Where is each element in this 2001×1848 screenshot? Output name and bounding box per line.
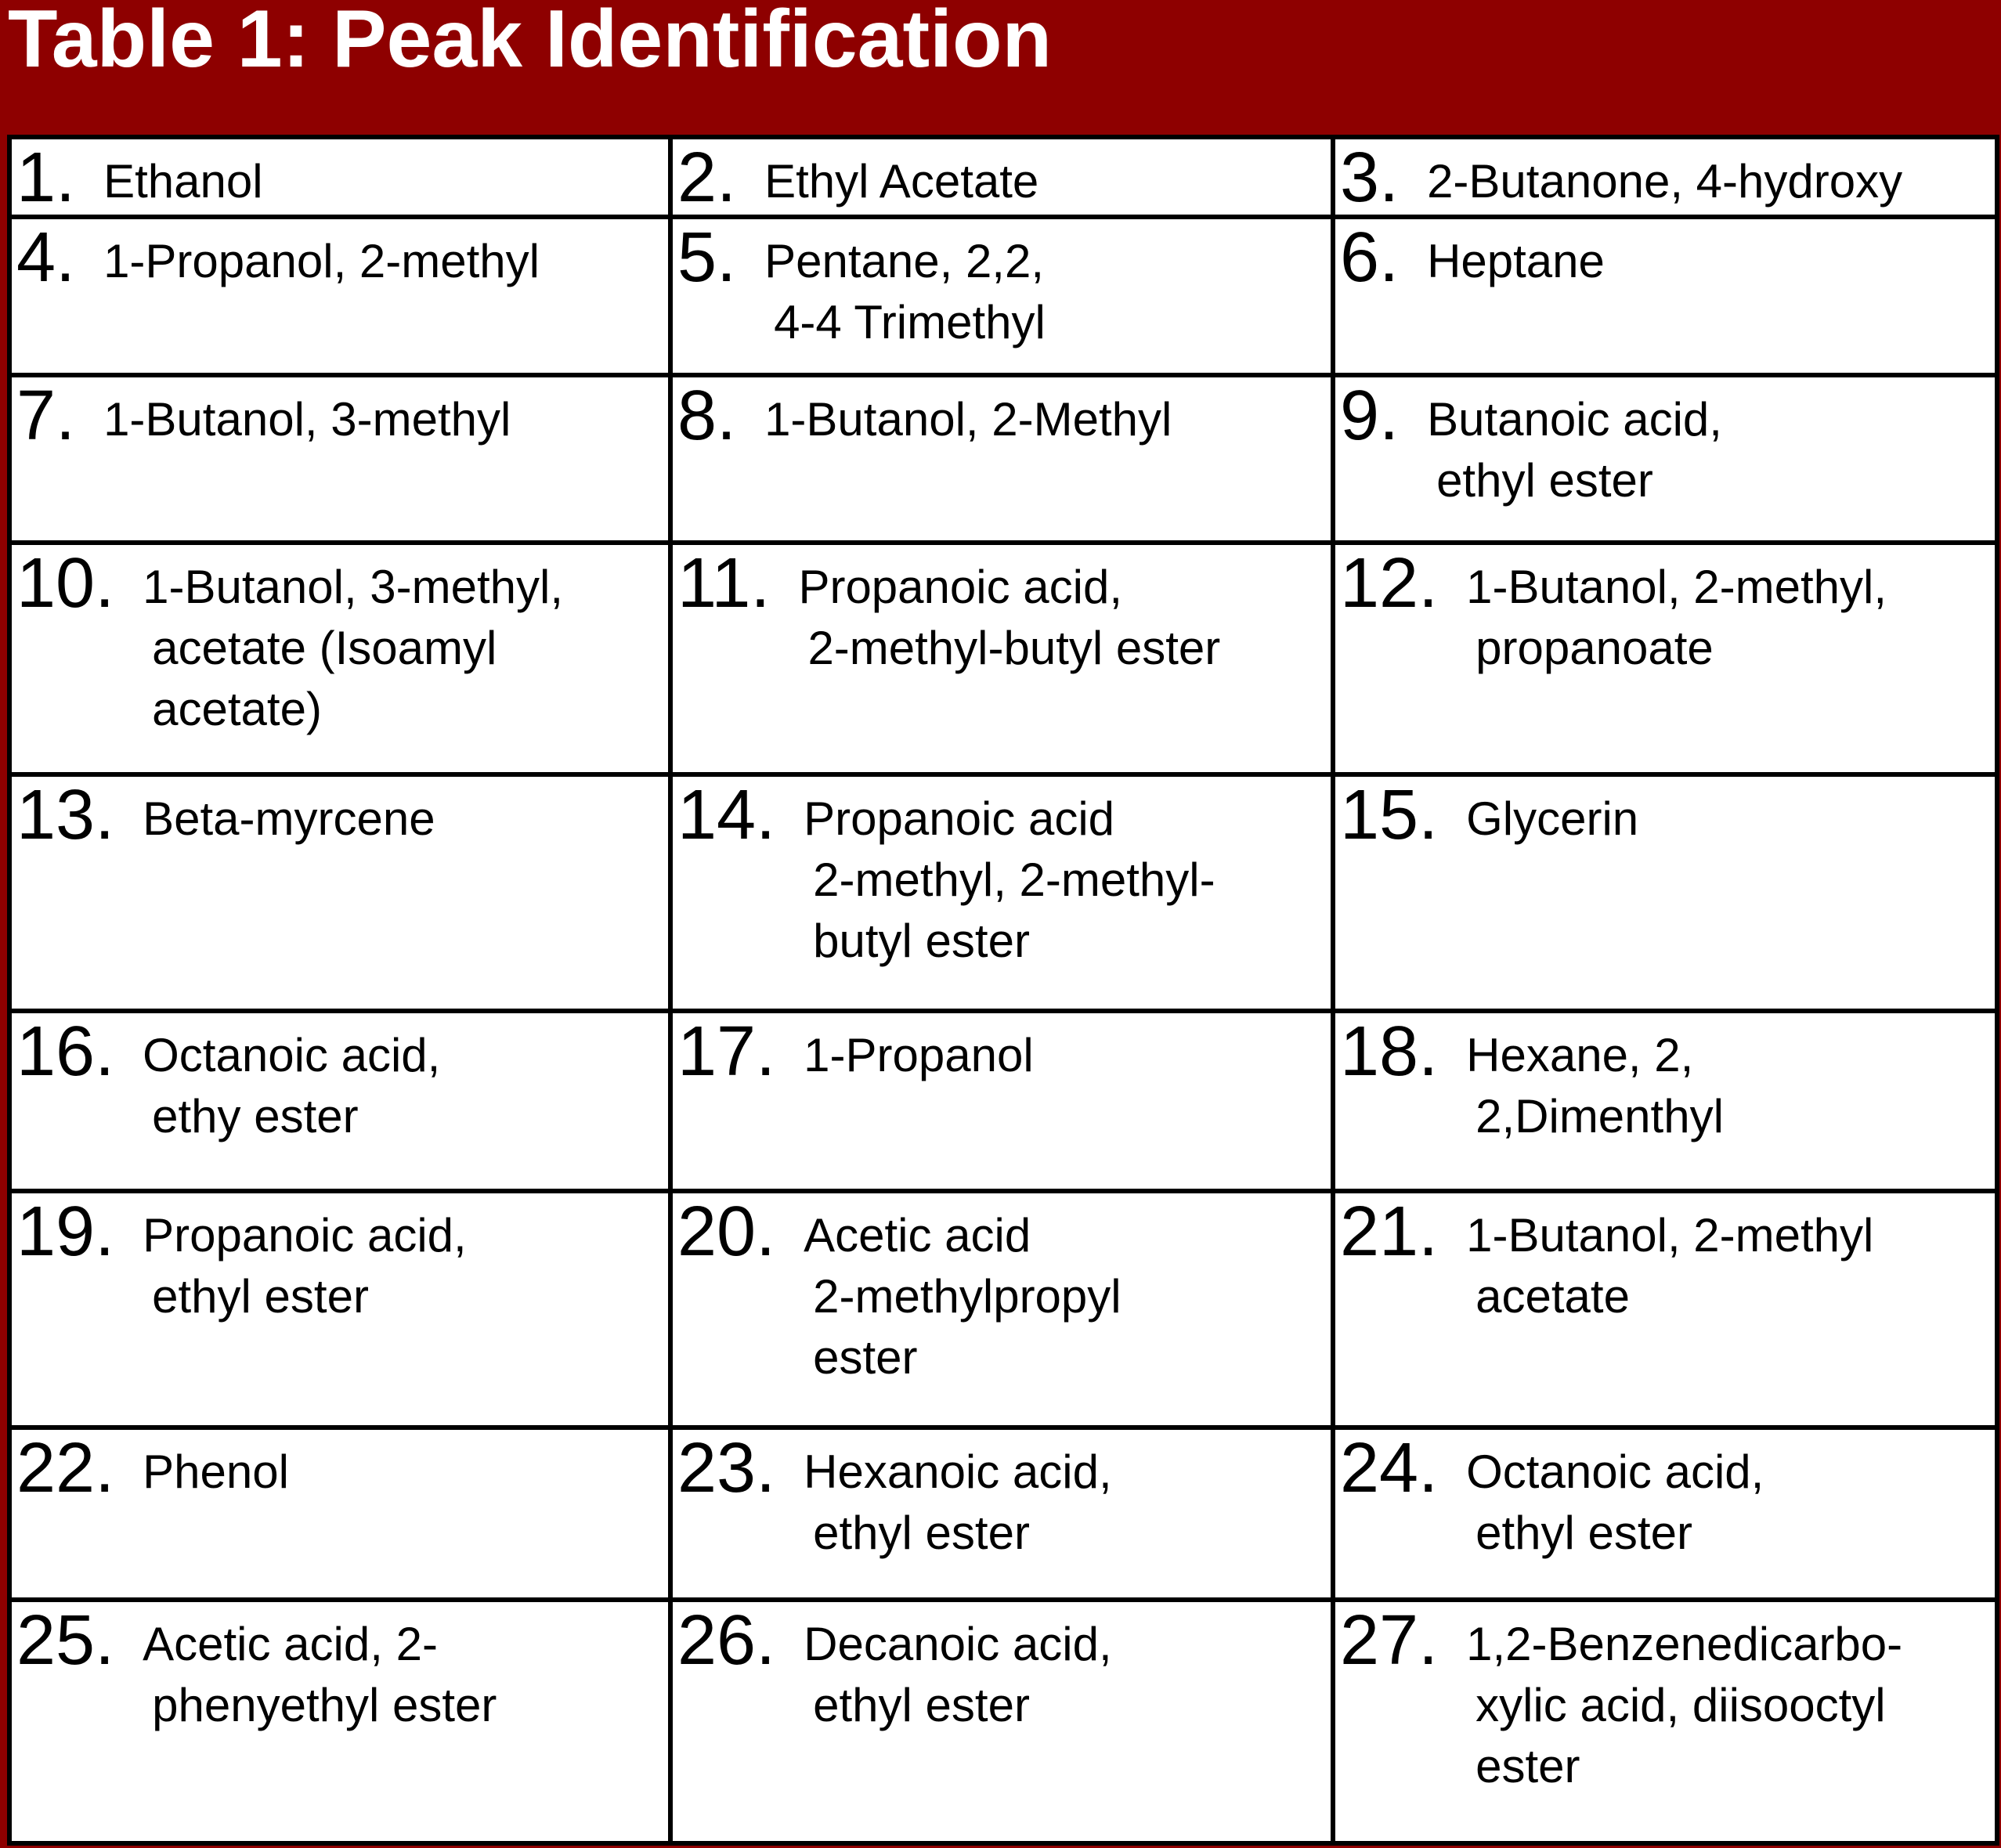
peak-number: 14. xyxy=(677,776,776,854)
compound-name-line: propanoate xyxy=(1475,622,1714,674)
compound-name xyxy=(75,377,511,446)
peak-entry xyxy=(673,1602,1331,1729)
table-row xyxy=(9,375,1997,543)
compound-name xyxy=(775,1602,1112,1729)
peak-entry xyxy=(1335,1602,1995,1790)
peak-entry xyxy=(12,1013,668,1140)
compound-name xyxy=(114,777,435,843)
peak-number: 8. xyxy=(677,377,737,455)
peak-entry xyxy=(1335,1013,1995,1140)
table-row xyxy=(9,217,1997,375)
peak-entry xyxy=(673,545,1331,672)
peak-number: 1. xyxy=(16,139,76,217)
peak-number: 21. xyxy=(1340,1193,1439,1271)
compound-name-line: xylic acid, diisooctyl xyxy=(1475,1679,1886,1731)
table-cell xyxy=(1333,1011,1997,1191)
compound-name xyxy=(75,139,263,208)
peak-entry xyxy=(12,377,668,455)
table-row xyxy=(9,1600,1997,1843)
compound-name xyxy=(1438,1193,1874,1323)
compound-name xyxy=(114,1430,289,1496)
peak-entry xyxy=(12,545,668,733)
compound-name-line: 1,2-Benzenedicarbo- xyxy=(1466,1618,1903,1670)
compound-name-line: 4-4 Trimethyl xyxy=(774,296,1046,348)
table-cell xyxy=(1333,1191,1997,1428)
peak-number: 11. xyxy=(677,544,771,623)
compound-name-line: Octanoic acid, xyxy=(1466,1446,1764,1498)
compound-name-line: 2-methyl-butyl ester xyxy=(807,622,1221,674)
peak-number: 26. xyxy=(677,1601,776,1680)
compound-name-line: 2-methyl, 2-methyl- xyxy=(813,854,1215,906)
peak-entry xyxy=(1335,776,1995,854)
compound-name-line: Heptane xyxy=(1427,235,1605,287)
compound-name xyxy=(775,777,1215,965)
table-row xyxy=(9,1191,1997,1428)
peak-number: 18. xyxy=(1340,1012,1439,1091)
compound-name xyxy=(1438,777,1638,843)
peak-number: 10. xyxy=(16,544,115,623)
table-cell xyxy=(9,1011,670,1191)
peak-number: 13. xyxy=(16,776,115,854)
table-cell xyxy=(9,217,670,375)
compound-name-line: acetate xyxy=(1475,1270,1630,1323)
compound-name xyxy=(775,1013,1034,1079)
peak-number: 3. xyxy=(1340,139,1400,217)
peak-number: 16. xyxy=(16,1012,115,1091)
peak-number: 6. xyxy=(1340,218,1400,297)
peak-entry xyxy=(673,219,1331,346)
compound-name-line: ethy ester xyxy=(152,1090,359,1142)
table-cell xyxy=(1333,1600,1997,1843)
table-cell xyxy=(670,543,1333,774)
peak-entry xyxy=(1335,139,1995,217)
compound-name-line: Propanoic acid xyxy=(804,792,1115,845)
compound-name-line: 1-Butanol, 2-methyl xyxy=(1466,1209,1874,1261)
table-row xyxy=(9,543,1997,774)
table-cell xyxy=(1333,375,1997,543)
peak-number: 12. xyxy=(1340,544,1439,623)
table-cell xyxy=(670,774,1333,1011)
compound-name xyxy=(1438,1602,1902,1790)
table-title: Table 1: Peak Identification xyxy=(8,0,1053,85)
peak-entry xyxy=(673,377,1331,455)
compound-name xyxy=(114,1602,497,1729)
table-cell xyxy=(9,1191,670,1428)
table-cell xyxy=(9,1600,670,1843)
compound-name-line: 1-Butanol, 3-methyl xyxy=(103,393,511,446)
compound-name-line: Acetic acid, 2- xyxy=(143,1618,438,1670)
table-row xyxy=(9,1428,1997,1600)
compound-name-line: ethyl ester xyxy=(813,1679,1030,1731)
peak-entry xyxy=(1335,1193,1995,1323)
compound-name-line: 1-Butanol, 2-methyl, xyxy=(1466,561,1887,613)
peak-entry xyxy=(1335,1430,1995,1557)
compound-name xyxy=(1399,139,1903,208)
compound-name-line: 1-Butanol, 3-methyl, xyxy=(143,561,564,613)
compound-name-line: Ethyl Acetate xyxy=(764,155,1039,208)
compound-name xyxy=(75,219,540,285)
compound-name-line: 1-Butanol, 2-Methyl xyxy=(764,393,1172,446)
table-cell xyxy=(1333,217,1997,375)
table-row xyxy=(9,1011,1997,1191)
compound-name-line: acetate (Isoamyl xyxy=(152,622,497,674)
peak-number: 7. xyxy=(16,377,76,455)
table-cell xyxy=(1333,137,1997,217)
peak-identification-table xyxy=(7,135,1999,1846)
compound-name-line: Glycerin xyxy=(1466,792,1639,845)
compound-name-line: Butanoic acid, xyxy=(1427,393,1722,446)
compound-name xyxy=(1438,1013,1724,1140)
table-cell xyxy=(670,1191,1333,1428)
peak-entry xyxy=(12,776,668,854)
peak-number: 23. xyxy=(677,1429,776,1507)
table-cell xyxy=(9,774,670,1011)
compound-name-line: acetate) xyxy=(152,683,322,735)
peak-entry xyxy=(673,1430,1331,1557)
peak-number: 5. xyxy=(677,218,737,297)
compound-name-line: Decanoic acid, xyxy=(804,1618,1112,1670)
peak-number: 9. xyxy=(1340,377,1400,455)
table-row xyxy=(9,774,1997,1011)
compound-name-line: ethyl ester xyxy=(1436,454,1653,507)
compound-name-line: Beta-myrcene xyxy=(143,792,435,845)
peak-entry xyxy=(12,139,668,217)
compound-name-line: ethyl ester xyxy=(813,1507,1030,1559)
table-cell xyxy=(1333,543,1997,774)
compound-name xyxy=(736,219,1046,346)
compound-name-line: 1-Propanol xyxy=(804,1029,1034,1081)
compound-name xyxy=(775,1430,1112,1557)
table-cell xyxy=(670,1011,1333,1191)
compound-name-line: ester xyxy=(813,1331,918,1384)
compound-name-line: Hexanoic acid, xyxy=(804,1446,1112,1498)
compound-name-line: 2,Dimenthyl xyxy=(1475,1090,1724,1142)
table-cell xyxy=(670,1600,1333,1843)
table-cell xyxy=(9,137,670,217)
peak-number: 20. xyxy=(677,1193,776,1271)
compound-name-line: 2-methylpropyl xyxy=(813,1270,1121,1323)
peak-number: 25. xyxy=(16,1601,115,1680)
table-cell xyxy=(1333,774,1997,1011)
compound-name-line: ethyl ester xyxy=(152,1270,369,1323)
compound-name xyxy=(1438,545,1887,672)
compound-name xyxy=(770,545,1220,672)
peak-entry xyxy=(1335,545,1995,672)
compound-name xyxy=(114,1013,440,1140)
table-cell xyxy=(9,375,670,543)
compound-name-line: Propanoic acid, xyxy=(143,1209,467,1261)
peak-table-body xyxy=(9,137,1997,1843)
peak-entry xyxy=(12,1429,668,1507)
peak-entry xyxy=(12,1602,668,1729)
compound-name xyxy=(114,545,563,733)
compound-name-line: Hexane, 2, xyxy=(1466,1029,1694,1081)
peak-entry xyxy=(1335,218,1995,297)
compound-name xyxy=(1399,219,1605,285)
peak-number: 24. xyxy=(1340,1429,1439,1507)
peak-entry xyxy=(12,1193,668,1323)
peak-entry xyxy=(673,1012,1331,1091)
peak-entry xyxy=(1335,377,1995,507)
compound-name xyxy=(1399,377,1722,507)
table-cell xyxy=(670,1428,1333,1600)
peak-number: 4. xyxy=(16,218,76,297)
peak-number: 22. xyxy=(16,1429,115,1507)
table-cell xyxy=(670,137,1333,217)
table-cell xyxy=(670,375,1333,543)
peak-entry xyxy=(673,139,1331,217)
peak-number: 17. xyxy=(677,1012,776,1091)
table-cell xyxy=(9,543,670,774)
peak-number: 15. xyxy=(1340,776,1439,854)
compound-name-line: Octanoic acid, xyxy=(143,1029,441,1081)
compound-name-line: phenyethyl ester xyxy=(152,1679,497,1731)
compound-name-line: butyl ester xyxy=(813,915,1030,967)
compound-name-line: Ethanol xyxy=(103,155,263,208)
compound-name xyxy=(1438,1430,1764,1557)
compound-name-line: Propanoic acid, xyxy=(798,561,1123,613)
table-cell xyxy=(9,1428,670,1600)
compound-name-line: ester xyxy=(1475,1740,1580,1792)
peak-entry xyxy=(12,218,668,297)
compound-name-line: 2-Butanone, 4-hydroxy xyxy=(1427,155,1903,208)
compound-name-line: ethyl ester xyxy=(1475,1507,1692,1559)
peak-number: 27. xyxy=(1340,1601,1439,1680)
compound-name xyxy=(736,377,1172,446)
compound-name-line: Acetic acid xyxy=(804,1209,1031,1261)
peak-number: 19. xyxy=(16,1193,115,1271)
table-cell xyxy=(1333,1428,1997,1600)
peak-entry xyxy=(673,1193,1331,1384)
table-row xyxy=(9,137,1997,217)
compound-name xyxy=(114,1193,467,1323)
compound-name-line: Pentane, 2,2, xyxy=(764,235,1045,287)
peak-entry xyxy=(673,777,1331,965)
peak-number: 2. xyxy=(677,139,737,217)
compound-name-line: Phenol xyxy=(143,1446,289,1498)
compound-name xyxy=(736,139,1039,208)
compound-name xyxy=(775,1193,1121,1384)
table-cell xyxy=(670,217,1333,375)
compound-name-line: 1-Propanol, 2-methyl xyxy=(103,235,540,287)
